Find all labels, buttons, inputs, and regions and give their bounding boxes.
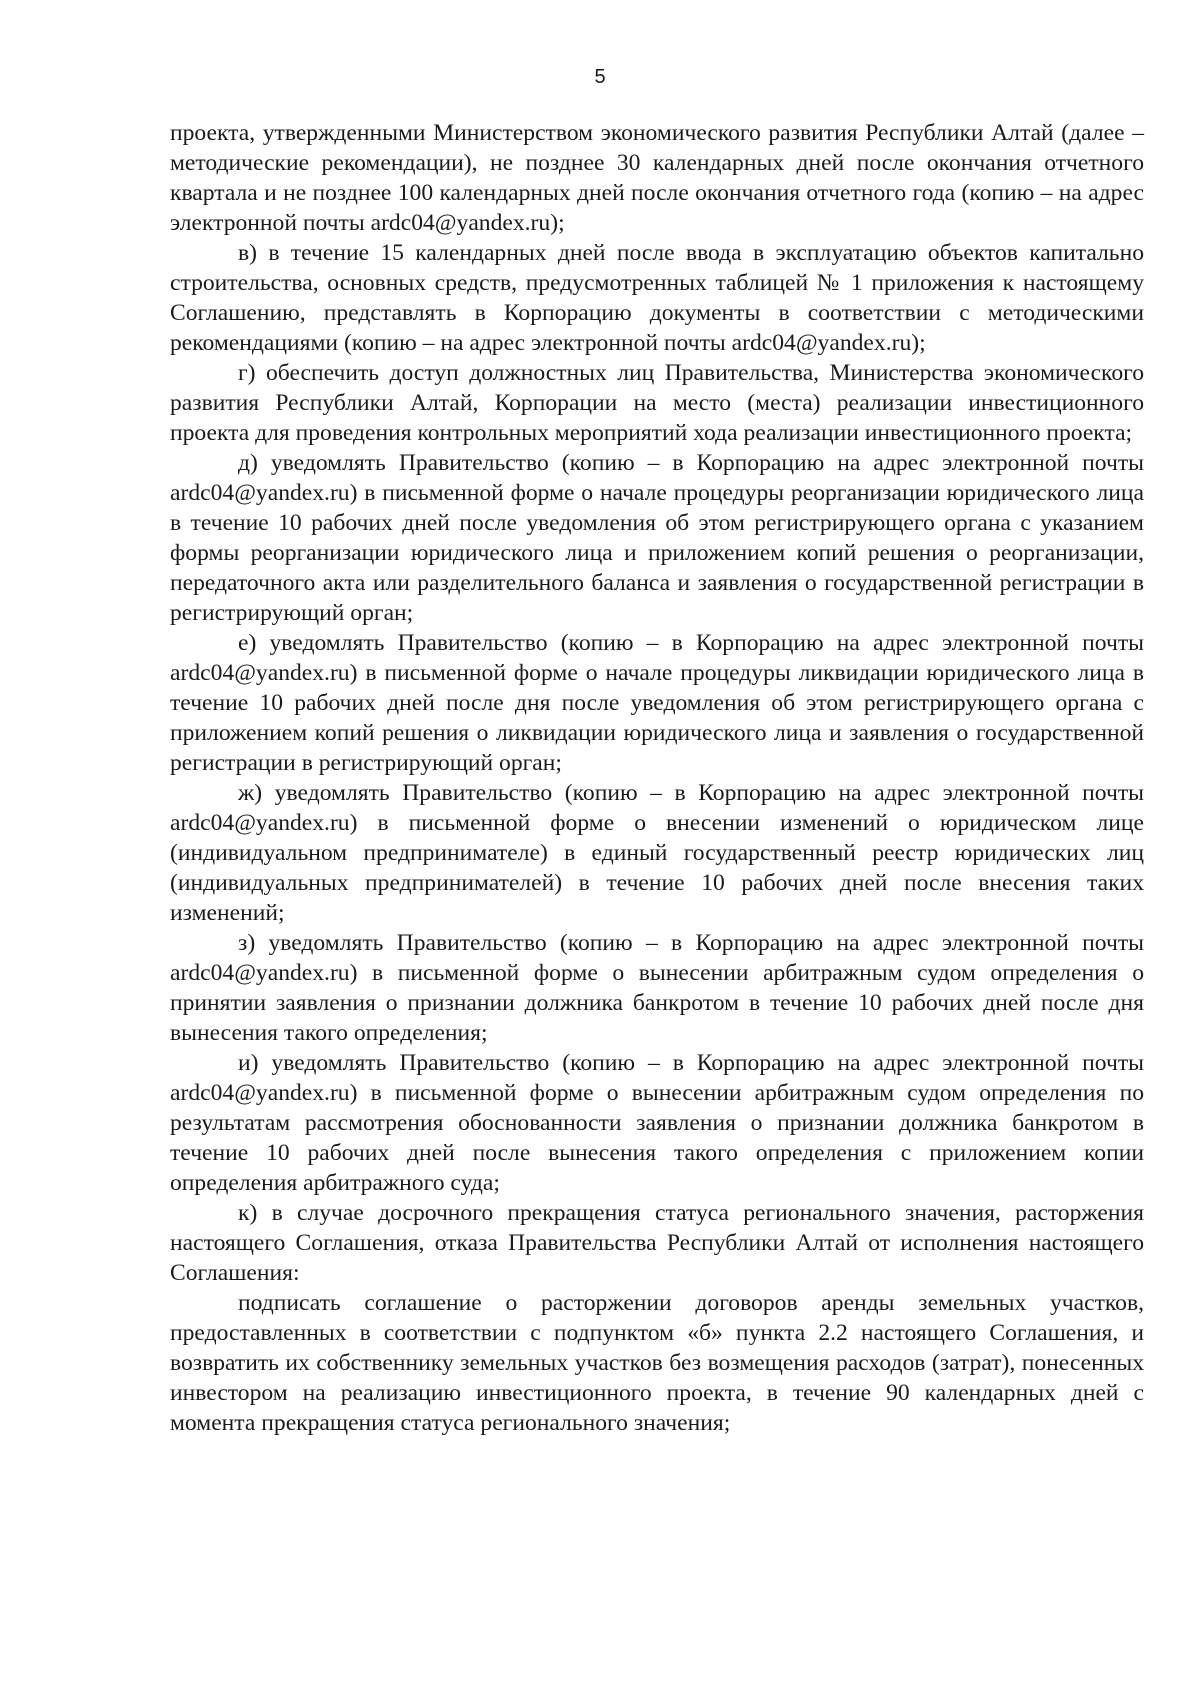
document-body	[170, 118, 1144, 1438]
paragraph-continuation: проекта, утвержденными Министерством экономического развития Республики Алтай (далее – методические рекомендации), не позднее 30 календарных дней после окончания отчетного квартала и не позднее 100 календарных дней после окончания отчетного года (копию – на адрес электронной почты ardc04@yandex.ru);	[170, 120, 1144, 236]
paragraph-item-z: з) уведомлять Правительство (копию – в Корпорацию на адрес электронной почты ardc04@yandex.ru) в письменной форме о вынесении арбитражным судом определения о принятии заявления о признании должника банкротом в течение 10 рабочих дней после дня вынесения такого определения;	[170, 930, 1144, 1046]
paragraph-item-k: к) в случае досрочного прекращения статуса регионального значения, расторжения настоящего Соглашения, отказа Правительства Республики Алтай от исполнения настоящего Соглашения:	[170, 1200, 1144, 1286]
paragraph-item-k-subclause: подписать соглашение о расторжении договоров аренды земельных участков, предоставленных в соответствии с подпунктом «б» пункта 2.2 настоящего Соглашения, и возвратить их собственнику земельных участков без возмещения расходов (затрат), понесенных инвестором на реализацию инвестиционного проекта, в течение 90 календарных дней с момента прекращения статуса регионального значения;	[170, 1290, 1144, 1436]
paragraph-item-i: и) уведомлять Правительство (копию – в Корпорацию на адрес электронной почты ardc04@yandex.ru) в письменной форме о вынесении арбитражным судом определения по результатам рассмотрения обоснованности заявления о признании должника банкротом в течение 10 рабочих дней после вынесения такого определения с приложением копии определения арбитражного суда;	[170, 1050, 1144, 1196]
paragraph-item-v: в) в течение 15 календарных дней после ввода в эксплуатацию объектов капитально строительства, основных средств, предусмотренных таблицей № 1 приложения к настоящему Соглашению, представлять в Корпорацию документы в соответствии с методическими рекомендациями (копию – на адрес электронной почты ardc04@yandex.ru);	[170, 240, 1144, 356]
paragraph-item-zh: ж) уведомлять Правительство (копию – в Корпорацию на адрес электронной почты ardc04@yandex.ru) в письменной форме о внесении изменений о юридическом лице (индивидуальном предпринимателе) в единый государственный реестр юридических лиц (индивидуальных предпринимателей) в течение 10 рабочих дней после внесения таких изменений;	[170, 780, 1144, 926]
paragraph-item-g: г) обеспечить доступ должностных лиц Правительства, Министерства экономического развития Республики Алтай, Корпорации на место (места) реализации инвестиционного проекта для проведения контрольных мероприятий хода реализации инвестиционного проекта;	[170, 360, 1144, 446]
page-number: 5	[594, 66, 606, 88]
paragraph-item-e: е) уведомлять Правительство (копию – в Корпорацию на адрес электронной почты ardc04@yandex.ru) в письменной форме о начале процедуры ликвидации юридического лица в течение 10 рабочих дней после дня после уведомления об этом регистрирующего органа с приложением копий решения о ликвидации юридического лица и заявления о государственной регистрации в регистрирующий орган;	[170, 630, 1144, 776]
paragraph-item-d: д) уведомлять Правительство (копию – в Корпорацию на адрес электронной почты ardc04@yandex.ru) в письменной форме о начале процедуры реорганизации юридического лица в течение 10 рабочих дней после уведомления об этом регистрирующего органа с указанием формы реорганизации юридического лица и приложением копий решения о реорганизации, передаточного акта или разделительного баланса и заявления о государственной регистрации в регистрирующий орган;	[170, 450, 1144, 626]
